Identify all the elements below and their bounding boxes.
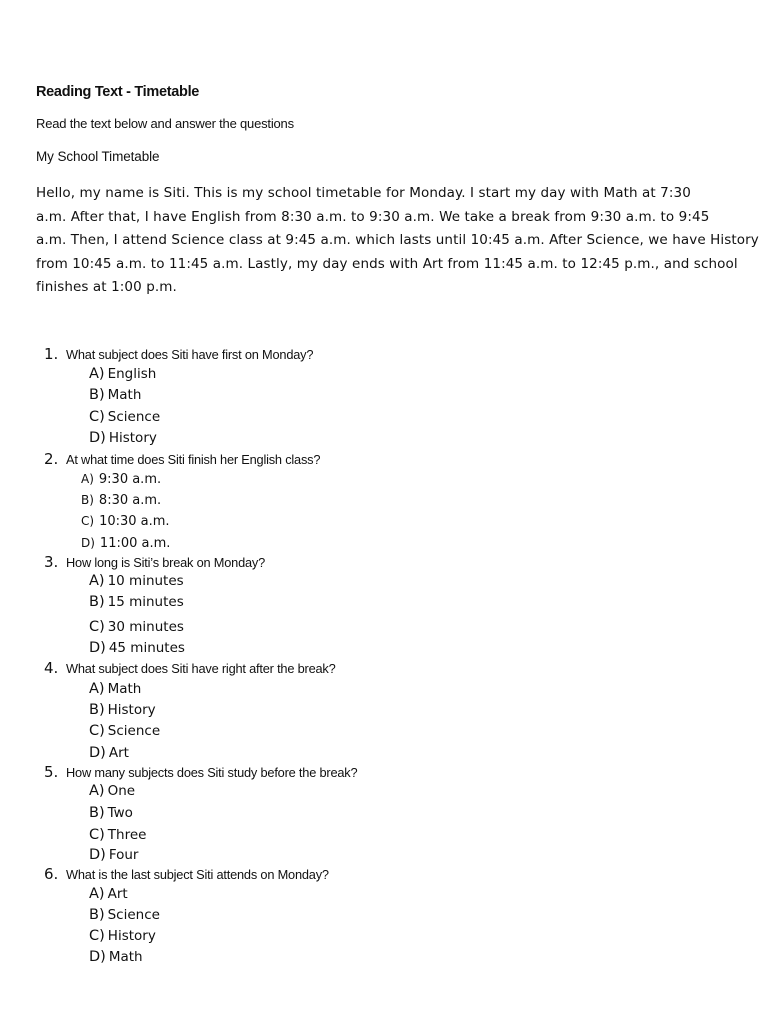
option-text: Math bbox=[107, 387, 142, 403]
option-text: 9:30 a.m. bbox=[98, 472, 162, 487]
option-letter: B) bbox=[89, 387, 105, 403]
question-text: What is the last subject Siti attends on Monday? bbox=[66, 867, 329, 882]
passage-line: finishes at 1:00 p.m. bbox=[36, 279, 177, 296]
option-text: History bbox=[107, 702, 156, 718]
option-letter: B) bbox=[89, 702, 105, 718]
option-letter: D) bbox=[81, 536, 95, 550]
answer-option[interactable] bbox=[89, 805, 133, 821]
option-letter: D) bbox=[89, 949, 106, 965]
answer-option[interactable] bbox=[81, 472, 161, 487]
answer-option[interactable] bbox=[89, 366, 156, 382]
answer-option[interactable] bbox=[89, 847, 138, 863]
option-letter: D) bbox=[89, 745, 106, 761]
answer-option[interactable] bbox=[89, 619, 184, 635]
question-number: 3. bbox=[44, 553, 59, 571]
passage-line: from 10:45 a.m. to 11:45 a.m. Lastly, my day ends with Art from 11:45 a.m. to 12:45 p.m., and school bbox=[36, 255, 738, 272]
question-text: How long is Siti’s break on Monday? bbox=[66, 555, 266, 570]
option-text: History bbox=[108, 430, 157, 446]
option-text: Science bbox=[107, 409, 161, 425]
option-text: 45 minutes bbox=[108, 640, 185, 656]
passage-line: a.m. After that, I have English from 8:30 a.m. to 9:30 a.m. We take a break from 9:30 a.m. to 9:45 bbox=[36, 208, 710, 225]
option-text: 10 minutes bbox=[107, 573, 184, 589]
answer-option[interactable] bbox=[89, 949, 143, 965]
answer-option[interactable] bbox=[81, 536, 170, 551]
option-letter: B) bbox=[89, 907, 105, 923]
question-number: 6. bbox=[44, 865, 59, 883]
reading-passage bbox=[36, 182, 759, 300]
option-text: Math bbox=[108, 949, 143, 965]
question-number: 1. bbox=[44, 345, 59, 363]
option-letter: D) bbox=[89, 847, 106, 863]
option-letter: C) bbox=[89, 619, 105, 635]
answer-option[interactable] bbox=[89, 573, 184, 589]
option-letter: C) bbox=[89, 827, 105, 843]
option-text: Math bbox=[107, 681, 142, 697]
option-letter: A) bbox=[89, 681, 105, 697]
answer-option[interactable] bbox=[89, 827, 146, 843]
option-letter: A) bbox=[89, 783, 105, 799]
option-text: 30 minutes bbox=[107, 619, 184, 635]
answer-option[interactable] bbox=[89, 886, 128, 902]
option-letter: B) bbox=[81, 493, 94, 507]
answer-option[interactable] bbox=[89, 723, 160, 739]
option-letter: D) bbox=[89, 640, 106, 656]
option-text: 11:00 a.m. bbox=[99, 536, 171, 551]
question-text: What subject does Siti have right after the break? bbox=[66, 661, 336, 676]
option-text: Two bbox=[107, 805, 133, 821]
answer-option[interactable] bbox=[89, 928, 156, 944]
answer-option[interactable] bbox=[89, 594, 184, 610]
option-letter: A) bbox=[81, 472, 94, 486]
passage-line: Hello, my name is Siti. This is my school timetable for Monday. I start my day with Math at 7:30 bbox=[36, 185, 691, 201]
question-number: 4. bbox=[44, 659, 59, 677]
passage-line: a.m. Then, I attend Science class at 9:45 a.m. which lasts until 10:45 a.m. After Science, we have History bbox=[36, 232, 759, 249]
question-text: What subject does Siti have first on Monday? bbox=[66, 347, 314, 362]
answer-option[interactable] bbox=[89, 430, 157, 446]
option-letter: C) bbox=[89, 723, 105, 739]
answer-option[interactable] bbox=[89, 745, 129, 761]
question-text: How many subjects does Siti study before the break? bbox=[66, 765, 358, 780]
option-letter: B) bbox=[89, 805, 105, 821]
option-letter: A) bbox=[89, 886, 105, 902]
option-text: Art bbox=[107, 886, 128, 902]
option-letter: C) bbox=[81, 514, 95, 528]
answer-option[interactable] bbox=[81, 514, 170, 529]
option-letter: C) bbox=[89, 928, 105, 944]
answer-option[interactable] bbox=[89, 702, 156, 718]
answer-option[interactable] bbox=[89, 640, 185, 656]
answer-option[interactable] bbox=[89, 681, 141, 697]
option-text: English bbox=[107, 366, 157, 382]
option-text: 8:30 a.m. bbox=[98, 493, 162, 508]
option-text: Science bbox=[107, 723, 161, 739]
option-text: Three bbox=[107, 827, 147, 843]
question-number: 2. bbox=[44, 450, 59, 468]
option-letter: A) bbox=[89, 366, 105, 382]
option-letter: A) bbox=[89, 573, 105, 589]
option-letter: D) bbox=[89, 430, 106, 446]
option-text: One bbox=[107, 783, 136, 799]
option-text: History bbox=[107, 928, 156, 944]
option-text: 15 minutes bbox=[107, 594, 184, 610]
option-text: 10:30 a.m. bbox=[99, 514, 170, 529]
option-text: Art bbox=[108, 745, 129, 761]
instruction-text: Read the text below and answer the questions bbox=[36, 116, 294, 131]
option-letter: C) bbox=[89, 409, 105, 425]
option-text: Science bbox=[107, 907, 160, 923]
option-letter: B) bbox=[89, 594, 105, 610]
option-text: Four bbox=[108, 847, 139, 863]
page-title: Reading Text - Timetable bbox=[36, 84, 200, 100]
answer-option[interactable] bbox=[89, 783, 135, 799]
question-number: 5. bbox=[44, 763, 59, 781]
question-text: At what time does Siti finish her English class? bbox=[66, 452, 321, 467]
answer-option[interactable] bbox=[89, 387, 141, 403]
answer-option[interactable] bbox=[89, 907, 160, 923]
passage-title: My School Timetable bbox=[36, 149, 160, 164]
answer-option[interactable] bbox=[89, 409, 160, 425]
answer-option[interactable] bbox=[81, 493, 161, 508]
